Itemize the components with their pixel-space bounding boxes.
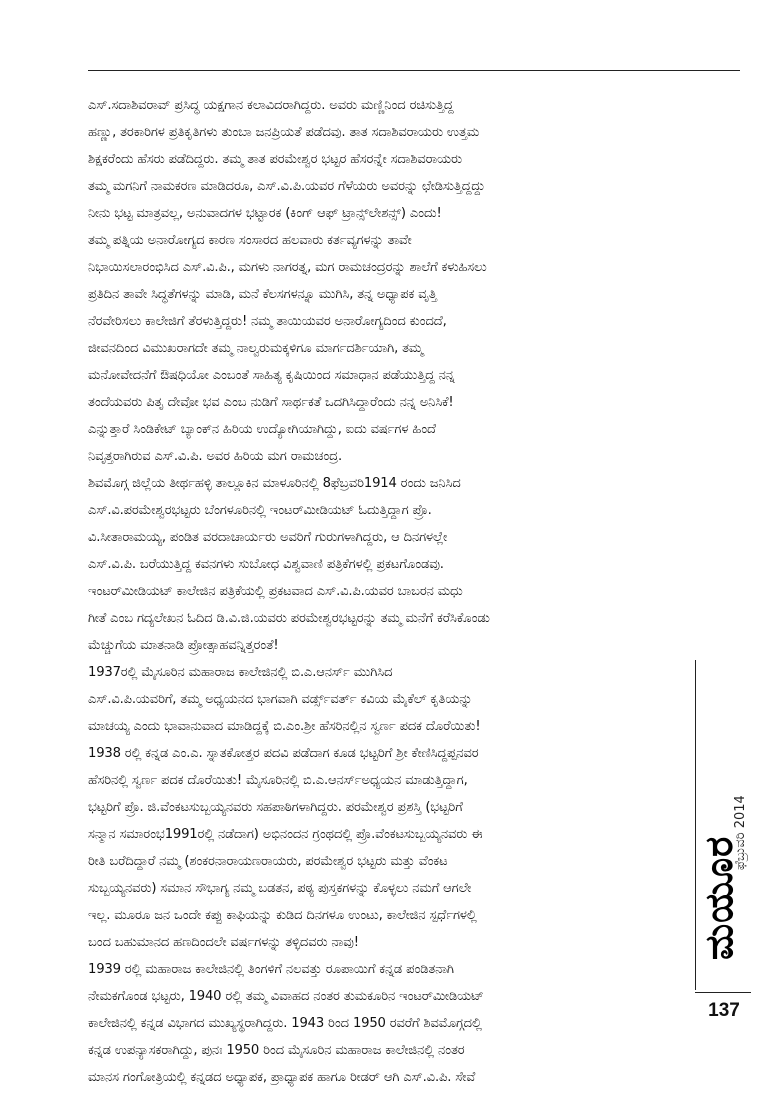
text-line: ಶಿವಮೊಗ್ಗ ಜಿಲ್ಲೆಯ ತೀರ್ಥಹಳ್ಳಿ ತಾಲ್ಲೂಕಿನ ಮಾಳೂರಿನಲ್ಲಿ 8ಫೆಬ್ರವರಿ1914 ರಂದು ಜನಿಸಿದ — [88, 476, 461, 491]
text-line: ತಮ್ಮ ಮಗನಿಗೆ ನಾಮಕರಣ ಮಾಡಿದರೂ, ಎಸ್.ವಿ.ಪಿ.ಯವರ ಗೆಳೆಯರು ಅವರನ್ನು ಛೇಡಿಸುತ್ತಿದ್ದದ್ದು — [88, 179, 486, 194]
text-line: 1937ರಲ್ಲಿ ಮೈಸೂರಿನ ಮಹಾರಾಜ ಕಾಲೇಜಿನಲ್ಲಿ ಬಿ.ಎ.ಆನರ್ಸ್ ಮುಗಿಸಿದ — [88, 665, 393, 680]
text-line: ಪ್ರತಿದಿನ ತಾವೇ ಸಿದ್ಧತೆಗಳನ್ನು ಮಾಡಿ, ಮನೆ ಕೆಲಸಗಳನ್ನೂ ಮುಗಿಸಿ, ತನ್ನ ಅಧ್ಯಾಪಕ ವೃತ್ತಿ — [88, 287, 437, 302]
text-line: ಮೆಚ್ಚುಗೆಯ ಮಾತನಾಡಿ ಪ್ರೋತ್ಸಾಹವನ್ನಿತ್ತರಂತೆ! — [88, 638, 279, 653]
issue-date: ಫೆಬ್ರುವರಿ 2014 — [733, 795, 748, 870]
text-line: ಶಿಕ್ಷಕರೆಂದು ಹೆಸರು ಪಡೆದಿದ್ದರು. ತಮ್ಮ ತಾತ ಪರಮೇಶ್ವರ ಭಟ್ಟರ ಹೆಸರನ್ನೇ ಸದಾಶಿವರಾಯರು — [88, 152, 462, 167]
masthead — [693, 760, 749, 1020]
text-line: ಕಾಲೇಜಿನಲ್ಲಿ ಕನ್ನಡ ವಿಭಾಗದ ಮುಖ್ಯಸ್ಥರಾಗಿದ್ದರು. 1943 ರಿಂದ 1950 ರವರೆಗೆ ಶಿವಮೊಗ್ಗದಲ್ಲಿ — [88, 1016, 482, 1031]
text-line: ಎಸ್.ಸದಾಶಿವರಾವ್ ಪ್ರಸಿದ್ಧ ಯಕ್ಷಗಾನ ಕಲಾವಿದರಾಗಿದ್ದರು. ಅವರು ಮಣ್ಣಿನಿಂದ ರಚಿಸುತ್ತಿದ್ದ — [88, 98, 454, 113]
text-line: ನಿಭಾಯಿಸಲಾರಂಭಿಸಿದ ಎಸ್.ವಿ.ಪಿ., ಮಗಳು ನಾಗರತ್ನ, ಮಗ ರಾಮಚಂದ್ರರನ್ನು ಶಾಲೆಗೆ ಕಳುಹಿಸಲು — [88, 260, 487, 275]
text-line: ಜೀವನದಿಂದ ವಿಮುಖರಾಗದೇ ತಮ್ಮ ನಾಲ್ವರುಮಕ್ಕಳಿಗೂ ಮಾರ್ಗದರ್ಶಿಯಾಗಿ, ತಮ್ಮ — [88, 341, 424, 356]
text-line: ಗೀತೆ ಎಂಬ ಗದ್ಯಲೇಖನ ಓದಿದ ಡಿ.ವಿ.ಜಿ.ಯವರು ಪರಮೇಶ್ವರಭಟ್ಟರನ್ನು ತಮ್ಮ ಮನೆಗೆ ಕರೆಸಿಕೊಂಡು — [88, 611, 490, 626]
text-line: ಎನ್ನುತ್ತಾರೆ ಸಿಂಡಿಕೇಟ್ ಬ್ಯಾಂಕ್‌ನ ಹಿರಿಯ ಉದ್ಯೋಗಿಯಾಗಿದ್ದು, ಐದು ವರ್ಷಗಳ ಹಿಂದೆ — [88, 422, 436, 437]
text-line: ಇಲ್ಲ. ಮೂರೂ ಜನ ಒಂದೇ ಕಪ್ಪು ಕಾಫಿಯನ್ನು ಕುಡಿದ ದಿನಗಳೂ ಉಂಟು, ಕಾಲೇಜಿನ ಸ್ಪರ್ಧೆಗಳಲ್ಲಿ — [88, 908, 477, 923]
page-number: 137 — [708, 1000, 740, 1021]
text-line: ತಮ್ಮ ಪತ್ನಿಯ ಅನಾರೋಗ್ಯದ ಕಾರಣ ಸಂಸಾರದ ಹಲವಾರು ಕರ್ತವ್ಯಗಳನ್ನು ತಾವೇ — [88, 233, 412, 248]
magazine-logo: ಮಯೂರ — [697, 835, 741, 960]
text-line: ನೀನು ಭಟ್ಟ ಮಾತ್ರವಲ್ಲ, ಅನುವಾದಗಳ ಭಟ್ಟಾರಕ (ಕಿಂಗ್ ಆಫ್ ಟ್ರಾನ್ಸ್‌ಲೇಶನ್ಸ್) ಎಂದು! — [88, 206, 442, 221]
text-line: ಎಸ್.ವಿ.ಪಿ. ಬರೆಯುತ್ತಿದ್ದ ಕವನಗಳು ಸುಬೋಧ ವಿಶ್ವವಾಣಿ ಪತ್ರಿಕೆಗಳಲ್ಲಿ ಪ್ರಕಟಗೊಂಡವು. — [88, 557, 444, 572]
text-line: ಸನ್ಮಾನ ಸಮಾರಂಭ1991ರಲ್ಲಿ ನಡೆದಾಗ) ಅಭಿನಂದನ ಗ್ರಂಥದಲ್ಲಿ ಪ್ರೊ.ವೆಂಕಟಸುಬ್ಬಯ್ಯನವರು ಈ — [88, 827, 483, 842]
text-line: ವಿ.ಸೀತಾರಾಮಯ್ಯ, ಪಂಡಿತ ವರದಾಚಾರ್ಯರು ಅವರಿಗೆ ಗುರುಗಳಾಗಿದ್ದರು, ಆ ದಿನಗಳಲ್ಲೇ — [88, 530, 448, 545]
text-line: ನೇಮಕಗೊಂಡ ಭಟ್ಟರು, 1940 ರಲ್ಲಿ ತಮ್ಮ ವಿವಾಹದ ನಂತರ ತುಮಕೂರಿನ ಇಂಟರ್‌ಮೀಡಿಯಟ್ — [88, 989, 484, 1004]
article-body — [88, 92, 685, 1091]
text-line: ತಂದೆಯವರು ಪಿತೃ ದೇವೋ ಭವ ಎಂಬ ನುಡಿಗೆ ಸಾರ್ಥಕತೆ ಒದಗಿಸಿದ್ದಾರೆಂದು ನನ್ನ ಅನಿಸಿಕೆ! — [88, 395, 454, 410]
bottom-rule — [695, 992, 751, 993]
top-rule — [88, 70, 740, 71]
text-line: ರೀತಿ ಬರೆದಿದ್ದಾರೆ ನಮ್ಮ (ಶಂಕರನಾರಾಯಣರಾಯರು, ಪರಮೇಶ್ವರ ಭಟ್ಟರು ಮತ್ತು ವೆಂಕಟ — [88, 854, 448, 869]
text-line: ನಿವೃತ್ತರಾಗಿರುವ ಎಸ್.ವಿ.ಪಿ. ಅವರ ಹಿರಿಯ ಮಗ ರಾಮಚಂದ್ರ. — [88, 449, 343, 464]
text-line: ನೆರವೇರಿಸಲು ಕಾಲೇಜಿಗೆ ತೆರಳುತ್ತಿದ್ದರು! ನಮ್ಮ ತಾಯಿಯವರ ಅನಾರೋಗ್ಯದಿಂದ ಕುಂದದೆ, — [88, 314, 447, 329]
text-line: ಎಸ್.ವಿ.ಪಿ.ಯವರಿಗೆ, ತಮ್ಮ ಅಧ್ಯಯನದ ಭಾಗವಾಗಿ ವರ್ಡ್ಸ್‌ವರ್ತ್ ಕವಿಯ ಮೈಕೆಲ್ ಕೃತಿಯನ್ನು — [88, 692, 473, 707]
text-line: ಮನೋವೇದನೆಗೆ ಔಷಧಿಯೋ ಎಂಬಂತೆ ಸಾಹಿತ್ಯ ಕೃಷಿಯಿಂದ ಸಮಾಧಾನ ಪಡೆಯುತ್ತಿದ್ದ ನನ್ನ — [88, 368, 455, 383]
text-line: 1939 ರಲ್ಲಿ ಮಹಾರಾಜ ಕಾಲೇಜಿನಲ್ಲಿ ತಿಂಗಳಿಗೆ ನಲವತ್ತು ರೂಪಾಯಿಗೆ ಕನ್ನಡ ಪಂಡಿತನಾಗಿ — [88, 962, 454, 977]
text-line: ಮಾನಸ ಗಂಗೋತ್ರಿಯಲ್ಲಿ ಕನ್ನಡದ ಅಧ್ಯಾಪಕ, ಪ್ರಾಧ್ಯಾಪಕ ಹಾಗೂ ರೀಡರ್ ಆಗಿ ಎಸ್.ವಿ.ಪಿ. ಸೇವೆ — [88, 1070, 476, 1085]
text-line: ಬಂದ ಬಹುಮಾನದ ಹಣದಿಂದಲೇ ವರ್ಷಗಳನ್ನು ತಳ್ಳಿದವರು ನಾವು! — [88, 935, 359, 950]
text-line: ಎಸ್.ವಿ.ಪರಮೇಶ್ವರಭಟ್ಟರು ಬೆಂಗಳೂರಿನಲ್ಲಿ ಇಂಟರ್‌ಮೀಡಿಯಟ್ ಓದುತ್ತಿದ್ದಾಗ ಪ್ರೊ. — [88, 503, 432, 518]
text-line: ಹೆಸರಿನಲ್ಲಿ ಸ್ವರ್ಣ ಪದಕ ದೊರೆಯಿತು! ಮೈಸೂರಿನಲ್ಲಿ ಬಿ.ಎ.ಆನರ್ಸ್‌ಅಧ್ಯಯನ ಮಾಡುತ್ತಿದ್ದಾಗ, — [88, 773, 468, 788]
text-line: 1938 ರಲ್ಲಿ ಕನ್ನಡ ಎಂ.ಎ. ಸ್ನಾತಕೋತ್ತರ ಪದವಿ ಪಡೆದಾಗ ಕೂಡ ಭಟ್ಟರಿಗೆ ಶ್ರೀ ಕೇಣಿಸಿದ್ದಪ್ಪನವರ — [88, 746, 479, 761]
text-line: ಭಟ್ಟರಿಗೆ ಪ್ರೊ. ಜಿ.ವೆಂಕಟಸುಬ್ಬಯ್ಯನವರು ಸಹಪಾಠಿಗಳಾಗಿದ್ದರು. ಪರಮೇಶ್ವರ ಪ್ರಶಸ್ತಿ (ಭಟ್ಟರಿಗೆ — [88, 800, 463, 815]
text-line: ಸುಬ್ಬಯ್ಯನವರು) ಸಮಾನ ಸೌಭಾಗ್ಯ ನಮ್ಮ ಬಡತನ, ಪಠ್ಯ ಪುಸ್ತಕಗಳನ್ನು ಕೊಳ್ಳಲು ನಮಗೆ ಆಗಲೇ — [88, 881, 472, 896]
text-line: ಕನ್ನಡ ಉಪನ್ಯಾಸಕರಾಗಿದ್ದು, ಪುನಃ 1950 ರಿಂದ ಮೈಸೂರಿನ ಮಹಾರಾಜ ಕಾಲೇಜಿನಲ್ಲಿ ನಂತರ — [88, 1043, 465, 1058]
text-line: ಹಣ್ಣು, ತರಕಾರಿಗಳ ಪ್ರತಿಕೃತಿಗಳು ತುಂಬಾ ಜನಪ್ರಿಯತೆ ಪಡೆದವು. ತಾತ ಸದಾಶಿವರಾಯರು ಉತ್ತಮ — [88, 125, 480, 140]
text-line: ಇಂಟರ್‌ಮೀಡಿಯಟ್ ಕಾಲೇಜಿನ ಪತ್ರಿಕೆಯಲ್ಲಿ ಪ್ರಕಟವಾದ ಎಸ್.ವಿ.ಪಿ.ಯವರ ಬಾಬರನ ಮಧು — [88, 584, 463, 599]
text-line: ಮಾಚಯ್ಯ ಎಂದು ಭಾವಾನುವಾದ ಮಾಡಿದ್ದಕ್ಕೆ ಬಿ.ಎಂ.ಶ್ರೀ ಹೆಸರಿನಲ್ಲಿನ ಸ್ವರ್ಣ ಪದಕ ದೊರೆಯಿತು! — [88, 719, 481, 734]
